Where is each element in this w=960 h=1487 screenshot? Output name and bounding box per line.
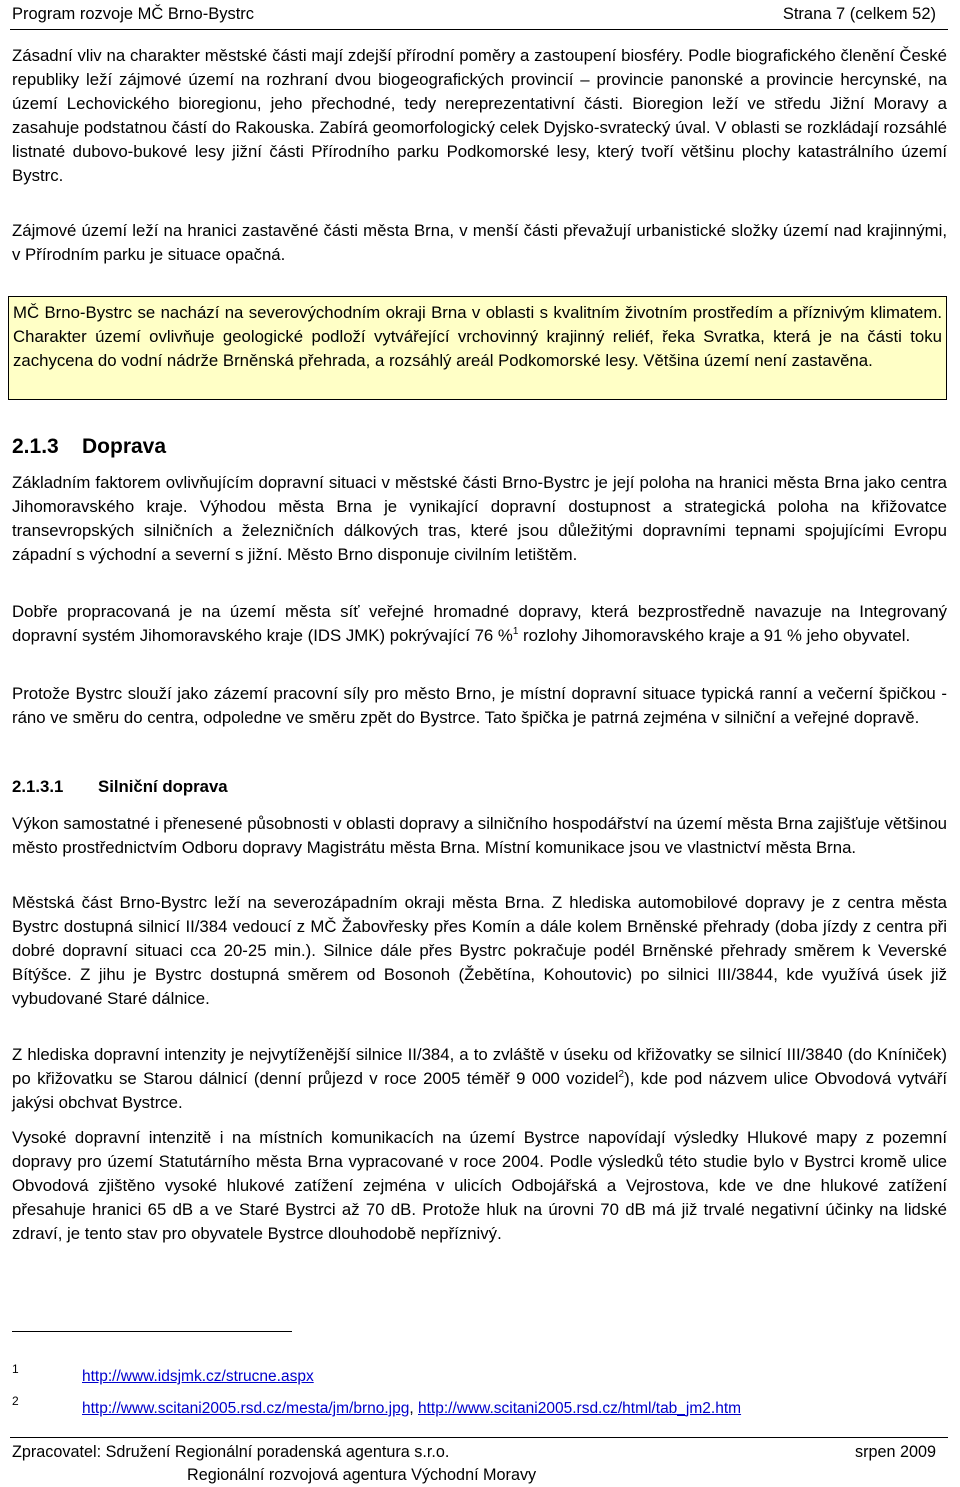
document-title: Program rozvoje MČ Brno-Bystrc <box>12 5 255 23</box>
paragraph-biosphere: Zásadní vliv na charakter městské části mají zdejší přírodní poměry a zastoupení biosféry. Podle biografického členění České republiky leží zájmové území na rozhraní dvou biogeografických provincií – provincie panonské a provincie hercynské, na území Lechovického bioregionu, jeho přechodné, tedy nereprezentativní části. Bioregion leží ve středu Jižní Moravy a zasahuje podstatnou částí do Rakouska. Zabírá geomorfologický celek Dyjsko-svratecký úval. V oblasti se rozkládají rozsáhlé listnaté dubovo-bukové lesy jižní části Přírodního parku Podkomorské lesy, který tvoří většinu plochy katastrálního území Bystrc. <box>12 46 947 185</box>
subsection-title: Silniční doprava <box>98 777 228 796</box>
footnote-mark: 2 <box>12 1394 19 1408</box>
footnote-divider <box>12 1331 292 1332</box>
paragraph-noise: Vysoké dopravní intenzitě i na místních komunikacích na území Bystrce napovídají výsledky Hlukové mapy z pozemní dopravy pro území Statutárního města Brna vypracované v roce 2004. Podle výsledků této studie bylo v Bystrci kromě ulice Obvodová zjištěno vysoké hlukové zatížení zejména v ulicích Odbojářská a Vejrostova, kde ve dne hlukové zatížení přesahuje hranici 65 dB a ve Staré Bystrci až 70 dB. Protože hluk na úrovni 70 dB má již trvalé negativní účinky na lidské zdraví, je tento stav pro obyvatele Bystrce dlouhodobě nepříznivý. <box>12 1128 947 1243</box>
page-footer <box>12 1441 936 1487</box>
paragraph-traffic-intensity: Z hlediska dopravní intenzity je nejvytíženější silnice II/384, a to zvláště v úseku od křižovatky se silnicí III/3840 (do Kníniček) po křižovatku se Starou dálnicí (denní průjezd v roce 2005 téměř 9 000 vozidel$^2$), kde pod názvem ulice Obvodová vytváří jakýsi obchvat Bystrce. <box>12 1045 947 1112</box>
summary-box: MČ Brno-Bystrc se nachází na severovýchodním okraji Brna v oblasti s kvalitním životním prostředím a příznivým klimatem. Charakter území ovlivňuje geologické podloží vytvářející vrchovinný krajinný reliéf, řeka Svratka, která je na části toku zachycena do vodní nádrže Brněnská přehrada, a rozsáhlý areál Podkomorské lesy. Většina území není zastavěna. <box>8 296 947 400</box>
footnote-2-link-table[interactable]: http://www.scitani2005.rsd.cz/html/tab_jm2.htm <box>418 1400 742 1417</box>
header-divider <box>10 29 948 30</box>
paragraph-road-access: Městská část Brno-Bystrc leží na severozápadním okraji města Brna. Z hlediska automobilové dopravy je z centra města Bystrc dostupná silnicí II/384 vedoucí z MČ Žabovřesky přes Komín a dále kolem Brněnské přehrady (doba jízdy z centra při dobré dopravní situaci cca 20-25 min.). Silnice dále přes Bystrc pokračuje podél Brněnské přehrady směrem k Veverské Bítýšce. Z jihu je Bystrc dostupná směrem od Bosonoh (Žebětína, Kohoutovic) po silnici III/3844, kde využívá úsek již vybudované Staré dálnice. <box>12 893 947 1008</box>
page-number: Strana 7 (celkem 52) <box>782 5 936 23</box>
page-header <box>12 3 936 25</box>
footnote-ref-2[interactable]: 2 <box>618 1069 625 1080</box>
footer-divider <box>10 1437 948 1438</box>
footnote-1-link[interactable]: http://www.idsjmk.cz/strucne.aspx <box>82 1368 314 1385</box>
subsection-heading-silnicni <box>12 777 228 797</box>
paragraph-commute: Protože Bystrc slouží jako zázemí pracovní síly pro město Brno, je místní dopravní situace typická ranní a večerní špičkou - ráno ve směru do centra, odpoledne ve směru zpět do Bystrce. Tato špička je patrná zejména v silniční a veřejné dopravě. <box>12 684 947 727</box>
paragraph-public-transport: Dobře propracovaná je na území města síť veřejné hromadné dopravy, která bezprostředně navazuje na Integrovaný dopravní systém Jihomoravského kraje (IDS JMK) pokrývající 76 %$^1$ rozlohy Jihomoravského kraje a 91 % jeho obyvatel. <box>12 602 947 645</box>
paragraph-urban-area: Zájmové území leží na hranici zastavěné části města Brna, v menší části převažují urbanistické složky území nad krajinnými, v Přírodním parku je situace opačná. <box>12 221 947 264</box>
footnote-2-link-brno[interactable]: http://www.scitani2005.rsd.cz/mesta/jm/brno.jpg <box>82 1400 410 1417</box>
footnote-mark: 1 <box>12 1362 19 1376</box>
section-heading-doprava <box>12 435 166 459</box>
paragraph-administration: Výkon samostatné i přenesené působnosti v oblasti dopravy a silničního hospodářství na území města Brna zajišťuje většinou město prostřednictvím Odboru dopravy Magistrátu města Brna. Místní komunikace jsou ve vlastnictví města Brna. <box>12 814 947 857</box>
footnote-2: 2 http://www.scitani2005.rsd.cz/mesta/jm/brno.jpg, http://www.scitani2005.rsd.cz/html/tab_jm2.htm <box>12 1394 742 1417</box>
footnote-ref-1[interactable]: 1 <box>512 626 519 637</box>
footnote-1 <box>12 1362 314 1386</box>
footer-agency: Regionální rozvojová agentura Východní Moravy <box>187 1466 537 1484</box>
section-number: 2.1.3 <box>12 435 59 458</box>
footer-date: srpen 2009 <box>854 1443 936 1461</box>
footer-author: Zpracovatel: Sdružení Regionální poradenská agentura s.r.o. <box>12 1443 450 1461</box>
paragraph-location: Základním faktorem ovlivňujícím dopravní situaci v městské části Brno-Bystrc je její poloha na hranici města Brna jako centra Jihomoravského kraje. Výhodou města Brna je vynikající dopravní dostupnost a strategická poloha na křižovatce transevropských silničních a železničních dálkových tras, které jsou důležitými dopravními tepnami spojujícími Evropu západní s východní a severní s jižní. Město Brno disponuje civilním letištěm. <box>12 473 947 564</box>
subsection-number: 2.1.3.1 <box>12 777 64 796</box>
section-title: Doprava <box>82 435 167 458</box>
